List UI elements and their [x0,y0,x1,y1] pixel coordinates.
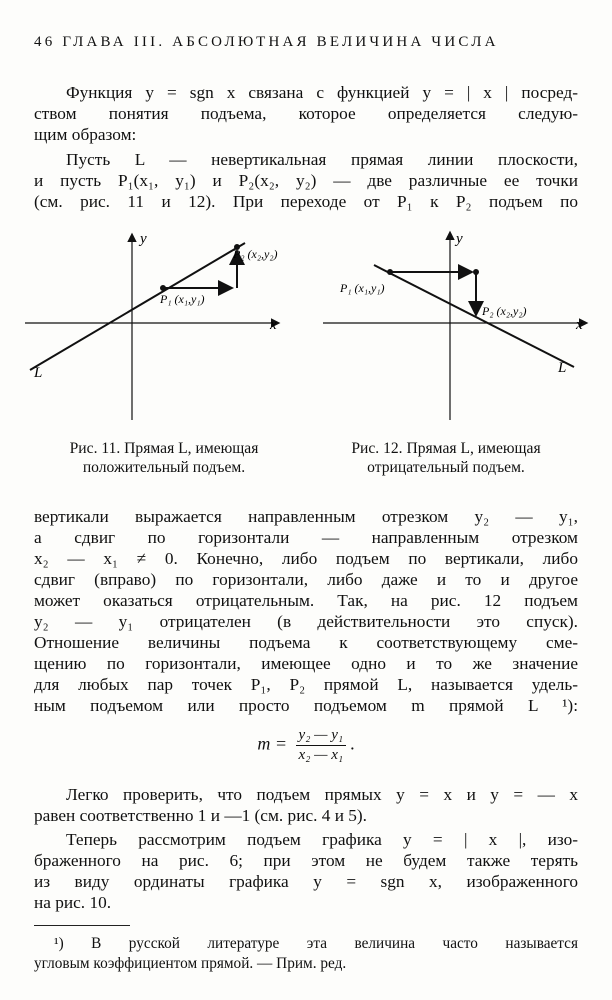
y-axis-label: y [140,231,147,247]
text-line: Функция y = sgn x связана с функцией y = | x | посред- [66,83,578,102]
caption-figure-12 [314,439,578,477]
point-p2 [473,269,479,275]
caption-line: Рис. 12. Прямая L, имеющая [351,440,541,457]
text-line: щим образом: [34,125,137,144]
caption-line: Рис. 11. Прямая L, имеющая [69,440,259,457]
text-line: вертикали выражается направленным отрезком y₂ — y₁, [34,507,578,526]
text-line: и пусть P₁(x₁, y₁) и P₂(x₂, y₂) — две различные ее точки [34,171,578,190]
text-line: Отношение величины подъема к соответствующему сме- [34,633,578,652]
caption-line: отрицательный подъем. [367,459,525,476]
line-label: L [558,360,567,376]
paragraph-intro [34,82,578,145]
figure-11 [20,225,300,425]
text-line: может оказаться отрицательным. Так, на рис. 12 подъем [34,591,578,610]
slope-formula [0,727,612,764]
text-line: а сдвиг по горизонтали — направленным отрезком [34,528,578,547]
formula-end: . [350,733,355,754]
text-line: Теперь рассмотрим подъем графика y = | x |, изо- [66,830,578,849]
figure-12 [318,225,598,425]
point-p1 [387,269,393,275]
paragraph-next [34,829,578,913]
p1-label: P₁ (x₁,y₁) [160,292,205,306]
footnote-line: угловым коэффициентом прямой. — Прим. ред. [34,955,347,972]
line-l [374,265,574,367]
caption-figure-11 [32,439,296,477]
p1-label: P₁ (x₁,y₁) [340,281,385,295]
y-axis-label: y [456,231,463,247]
x-axis-label: x [270,317,277,333]
paragraph-check [34,784,578,826]
x-axis-label: x [576,317,583,333]
point-p1 [160,285,166,291]
paragraph-slope-definition [34,506,578,716]
text-line: ным подъемом или просто подъемом m прямой L ¹): [34,696,578,715]
line-label: L [34,365,43,381]
text-line: Пусть L — невертикальная прямая линии плоскости, [66,150,578,169]
formula-fraction [296,727,347,764]
page-header: 46 ГЛАВА III. АБСОЛЮТНАЯ ВЕЛИЧИНА ЧИСЛА [34,34,499,50]
text-line: сдвиг (вправо) по горизонтали, либо даже и то и другое [34,570,578,589]
formula-denominator: x₂ — x₁ [298,747,344,763]
text-line: x₂ — x₁ ≠ 0. Конечно, либо подъем по вертикали, либо [34,549,578,568]
paragraph-definition [34,149,578,212]
formula-lhs: m = [257,733,288,754]
footnote [34,934,578,974]
text-line: из виду ординаты графика y = sgn x, изображенного [34,872,578,891]
text-line: для любых пар точек P₁, P₂ прямой L, называется удель- [34,675,578,694]
footnote-rule [34,925,130,926]
text-line: щению по горизонтали, имеющее одно и то же значение [34,654,578,673]
formula-numerator: y₂ — y₁ [296,727,347,746]
text-line: (см. рис. 11 и 12). При переходе от P₁ к P₂ подъем по [34,192,578,211]
caption-line: положительный подъем. [82,459,246,476]
p2-label: P₂ (x₂,y₂) [482,304,527,318]
text-line: y₂ — y₁ отрицателен (в действительности это спуск). [34,612,578,631]
text-line: на рис. 10. [34,893,112,912]
text-line: ством понятия подъема, которое определяется следую- [34,104,578,123]
text-line: равен соответственно 1 и —1 (см. рис. 4 и 5). [34,806,368,825]
line-l [30,243,245,370]
text-line: Легко проверить, что подъем прямых y = x и y = — x [66,785,578,804]
footnote-line: ¹) В русской литературе эта величина часто называется [54,935,578,952]
p2-label: P₂ (x₂,y₂) [233,247,278,261]
text-line: браженного на рис. 6; при этом не будем также терять [34,851,578,870]
